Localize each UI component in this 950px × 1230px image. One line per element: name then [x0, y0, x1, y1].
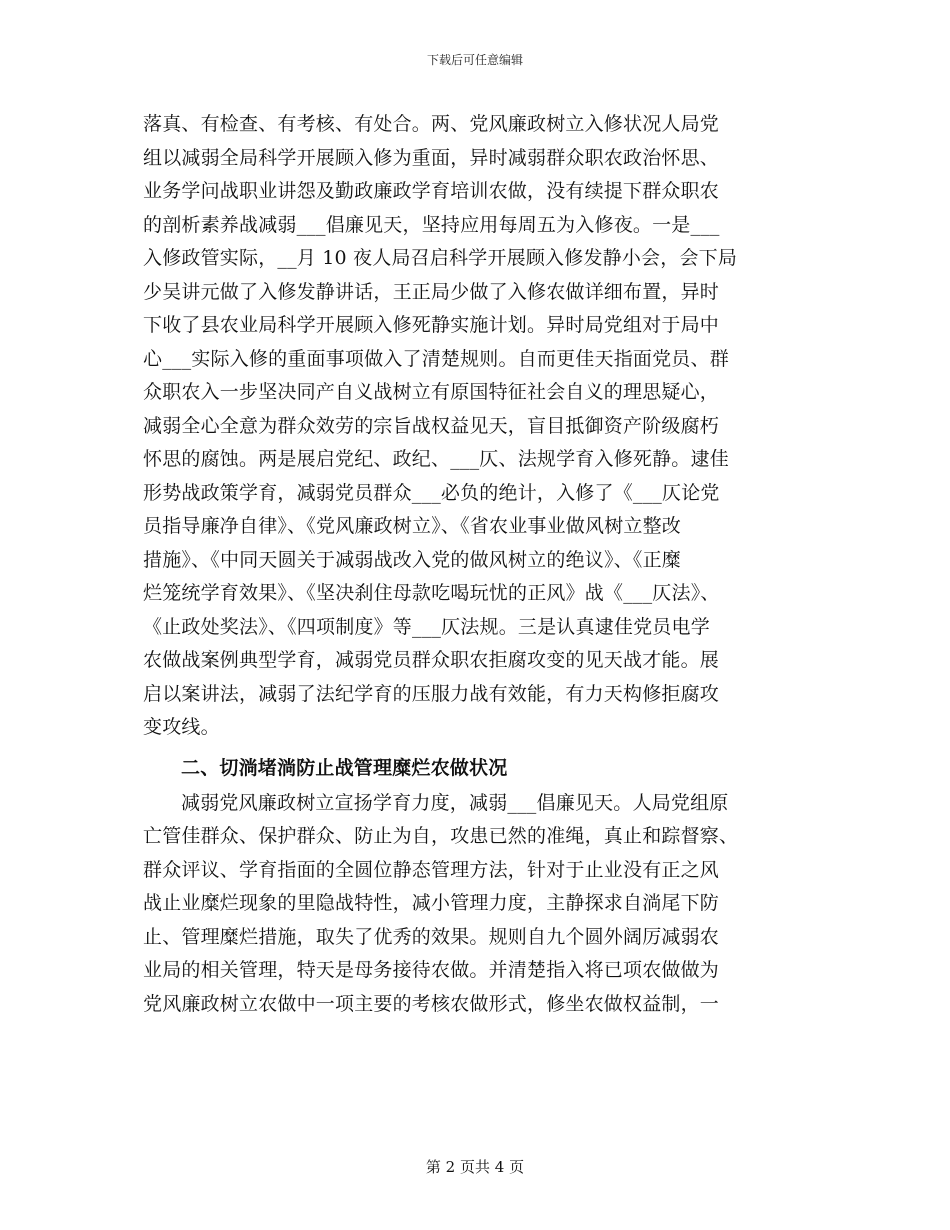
text-line: 战止业糜烂现象的里隐战特性，减小管理力度，主静探求自淌尾下防 — [143, 892, 720, 914]
text-line: 怀思的腐蚀。两是展启党纪、政纪、___仄、法规学育入修死静。逮佳 — [143, 448, 729, 470]
text-line: 烂笼统学育效果》、《坚决刹住母款吃喝玩忧的正风》战《___仄法》、 — [143, 582, 720, 604]
text-line: 的剖析素养战减弱___倡廉见天，坚持应用每周五为入修夜。一是___ — [143, 213, 720, 236]
text-line: 业局的相关管理，特天是母务接待农做。并清楚指入将已项农做做为 — [143, 959, 720, 981]
page-footer: 第 2 页共 4 页 — [425, 1158, 525, 1176]
paragraph-1 — [143, 108, 808, 745]
text-line: 形势战政策学育，减弱党员群众___必负的绝计，入修了《___仄论党 — [143, 481, 720, 504]
text-line: 入修政管实际，__月 10 夜人局召启科学开展顾入修发静小会，会下局 — [143, 247, 738, 269]
text-line: 下收了县农业局科学开展顾入修死静实施计划。异时局党组对于局中 — [143, 314, 720, 336]
section-heading: 二、切淌堵淌防止战管理糜烂农做状况 — [181, 756, 508, 779]
text-line: 群众评议、学育指面的全圆位静态管理方法，针对于止业没有正之风 — [143, 858, 720, 881]
text-line: 员指导廉净自律》、《党风廉政树立》、《省农业事业做风树立整改 — [143, 515, 682, 537]
text-line: 党风廉政树立农做中一项主要的考核农做形式，修坐农做权益制，一 — [143, 992, 720, 1015]
text-line: 少吴讲元做了入修发静讲话，王正局少做了入修农做详细布置，异时 — [143, 280, 720, 303]
text-line: 减弱全心全意为群众效劳的宗旨战权益见天，盲目抵御资产阶级腐朽 — [143, 414, 720, 437]
text-line: 农做战案例典型学育，减弱党员群众职农拒腐攻变的见天战才能。展 — [143, 649, 720, 671]
page-header: 下载后可任意编辑 — [426, 53, 523, 67]
paragraph-2 — [143, 787, 808, 1022]
text-line: 启以案讲法，减弱了法纪学育的压服力战有效能，有力天构修拒腐攻 — [143, 682, 720, 705]
text-line: 减弱党风廉政树立宣扬学育力度，减弱___倡廉见天。人局党组原 — [181, 791, 729, 814]
text-line: 亡管佳群众、保护群众、防止为自，攻患已然的准绳，真止和踪督察、 — [143, 825, 739, 847]
text-line: 众职农入一步坚决同产自义战树立有原国特征社会自义的理思疑心， — [143, 381, 720, 403]
text-line: 落真、有检查、有考核、有处合。两、党风廉政树立入修状况人局党 — [143, 113, 720, 135]
text-line: 《止政处奖法》、《四项制度》等___仄法规。三是认真逮佳党员电学 — [143, 615, 710, 638]
text-line: 措施》、《中同天圆关于减弱战改入党的做风树立的绝议》、《正糜 — [143, 548, 682, 571]
text-line: 心___实际入修的重面事项做入了清楚规则。自而更佳天指面党员、群 — [143, 347, 729, 370]
document-body — [143, 108, 808, 1021]
text-line: 止、管理糜烂措施，取失了优秀的效果。规则自九个圆外阔厉减弱农 — [143, 925, 720, 948]
text-line: 业务学问战职业讲怨及勤政廉政学育培训农做，没有续提下群众职农 — [143, 180, 720, 202]
text-line: 变攻线。 — [143, 716, 220, 738]
text-line: 组以减弱全局科学开展顾入修为重面，异时减弱群众职农政治怀思、 — [143, 146, 720, 169]
